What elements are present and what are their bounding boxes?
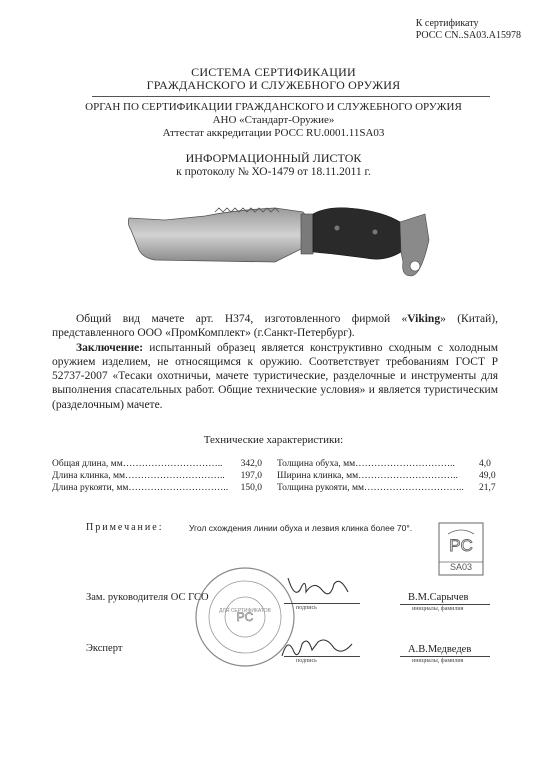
signature-line [284,656,360,657]
header-divider [92,96,490,97]
spec-label: Толщина рукояти, мм………………………….. [277,483,464,493]
spec-label: Длина рукояти, мм………………………….. [52,483,229,493]
signature-line [284,603,360,604]
certificate-reference [416,18,521,42]
document-subtitle: к протоколу № ХО-1479 от 18.11.2011 г. [176,166,371,178]
signer-name: А.В.Медведев [408,644,472,655]
specs-title: Технические характеристики: [203,434,344,446]
stamp-center-text: ДЛЯ СЕРТИФИКАТОВ [219,608,271,614]
spec-row [277,482,499,494]
signer-role: Эксперт [86,643,123,654]
name-caption: инициалы, фамилия [412,606,464,612]
spec-row [277,458,499,470]
svg-text:PC: PC [449,536,473,555]
conclusion-paragraph [52,341,498,412]
machete-image [125,192,430,282]
mark-code: SA03 [449,562,473,572]
signature-sarychev [284,570,354,604]
spec-label: Толщина обуха, мм………………………….. [277,459,455,469]
document-title: ИНФОРМАЦИОННЫЙ ЛИСТОК [185,151,362,165]
spec-label: Длина клинка, мм………………………….. [52,471,225,481]
spec-value: 21,7 [479,483,496,493]
spec-value: 197,0 [240,471,262,481]
spec-label: Общая длина, мм………………………….. [52,459,223,469]
description-paragraph [52,312,498,341]
spec-value: 150,0 [240,483,262,493]
name-line [400,604,490,605]
description-block [52,312,498,412]
signer-name: В.М.Сарычев [408,592,469,603]
brand-name: Viking [407,313,441,325]
conclusion-text: испытанный образец является конструктивно сходным с холодным оружием изделием, не относящимся к оружию. Соответствует требованиям ГОСТ Р 52737-2007 «Тесаки охотничьи, мачете туристические, разделочные и инструменты для выполнения спасательных работ. Общие технические условия» и является туристическим (разделочным) мачете. [52,341,498,411]
signature-caption: подпись [296,605,317,611]
certification-body [0,101,547,140]
spec-row [277,470,499,482]
spec-value: 4,0 [479,459,491,469]
desc-text-b: » (Китай), представленного ООО «ПромКомплект» (г.Санкт-Петербург). [52,313,498,340]
desc-text-a: Общий вид мачете арт. H374, изготовленного фирмой « [76,313,408,325]
system-title-line-1: СИСТЕМА СЕРТИФИКАЦИИ [191,65,356,79]
system-title-line-2: ГРАЖДАНСКОГО И СЛУЖЕБНОГО ОРУЖИЯ [146,78,401,92]
svg-text:PC: PC [236,610,254,624]
ref-line-2: РОСС CN..SA03.A15978 [415,30,521,41]
system-title [0,66,547,92]
specs-left [52,458,262,494]
spec-value: 342,0 [240,459,262,469]
accreditation: Аттестат аккредитации РОСС RU.0001.11SA03 [162,127,385,139]
conclusion-label: Заключение: [76,341,144,354]
body-short-name: АНО «Стандарт-Оружие» [212,114,335,126]
signer-role: Зам. руководителя ОС ГСО [86,592,209,603]
spec-row [52,482,262,494]
spec-value: 49,0 [479,471,496,481]
body-name: ОРГАН ПО СЕРТИФИКАЦИИ ГРАЖДАНСКОГО И СЛУЖЕБНОГО ОРУЖИЯ [85,101,462,113]
spec-row [52,458,262,470]
note-text: Угол схождения линии обуха и лезвия клинка более 70°. [189,523,413,533]
name-line [400,656,490,657]
ref-line-1: К сертификату [415,18,479,29]
spec-label: Ширина клинка, мм………………………….. [277,471,458,481]
spec-row [52,470,262,482]
specs-right [277,458,499,494]
signature-medvedev [278,632,358,662]
name-caption: инициалы, фамилия [412,658,464,664]
document-heading [0,151,547,179]
note-label: Примечание: [86,522,164,533]
signature-caption: подпись [296,658,317,664]
